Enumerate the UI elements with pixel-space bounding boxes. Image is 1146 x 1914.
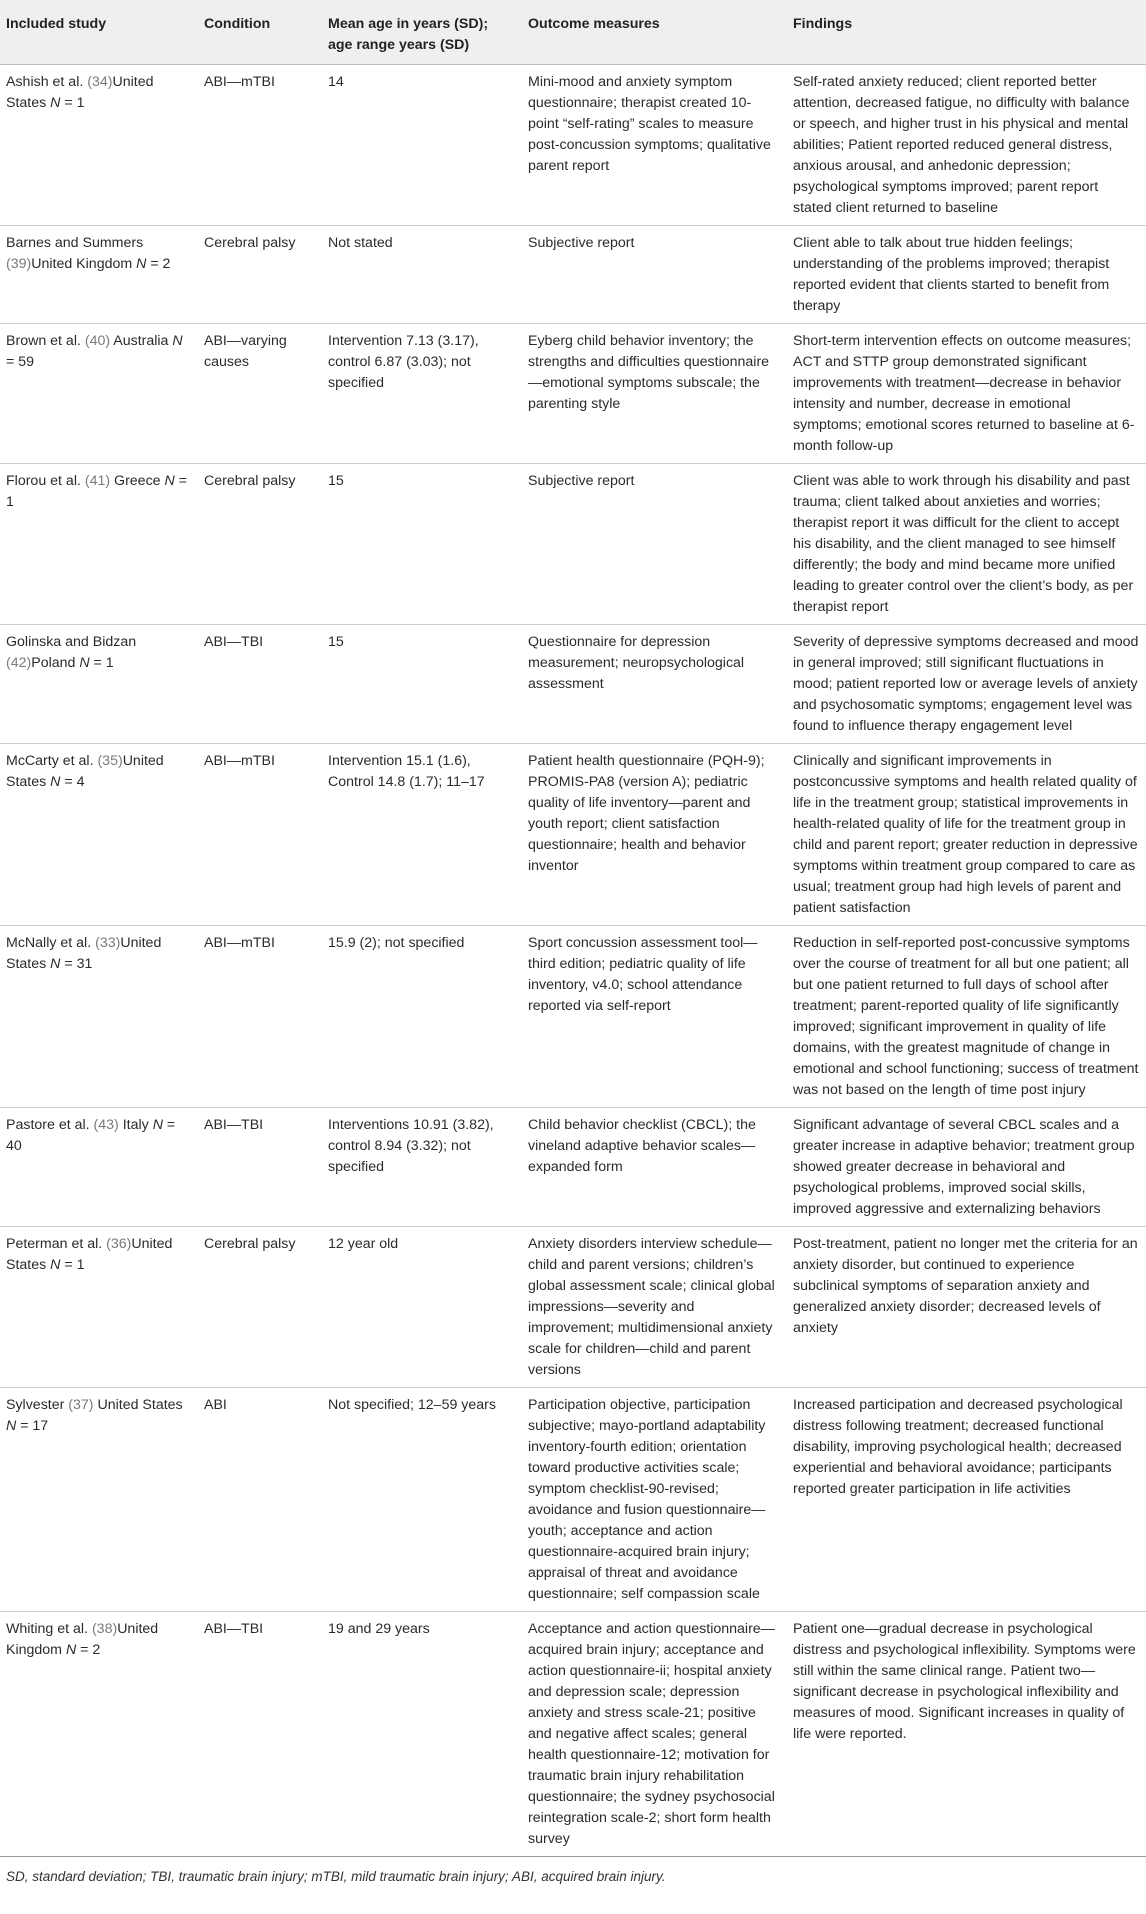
cell-findings: Self-rated anxiety reduced; client reported better attention, decreased fatigue, no difficulty with balance or speech, and higher trust in his physical and mental abilities; Patient reported reduced general distress, anxious arousal, and anhedonic depression; psychological symptoms improved; parent report stated client returned to baseline bbox=[787, 65, 1146, 226]
study-author: McNally et al. bbox=[6, 935, 96, 951]
cell-findings: Clinically and significant improvements in postconcussive symptoms and health related quality of life in the treatment group; statistical improvements in health-related quality of life for the treatment group in child and parent report; greater reduction in depressive symptoms within treatment group compared to care as usual; treatment group had high levels of parent and patient satisfaction bbox=[787, 744, 1146, 926]
n-symbol: N bbox=[6, 1418, 17, 1434]
study-sample-size: 1 bbox=[76, 1257, 85, 1273]
cell-included-study bbox=[0, 926, 198, 1108]
cell-outcome-measures: Subjective report bbox=[522, 226, 787, 324]
study-country: United States bbox=[93, 1397, 183, 1413]
header-row bbox=[0, 0, 1146, 65]
n-symbol: N bbox=[79, 655, 90, 671]
header-mean-age: Mean age in years (SD); age range years (SD) bbox=[328, 16, 489, 53]
cell-outcome-measures: Subjective report bbox=[522, 464, 787, 625]
study-reference: (37) bbox=[68, 1397, 94, 1413]
header-condition: Condition bbox=[204, 16, 271, 32]
cell-condition: ABI bbox=[198, 1388, 322, 1612]
study-sample-size: 17 bbox=[32, 1418, 49, 1434]
study-sample-size: 1 bbox=[76, 95, 85, 111]
table-row bbox=[0, 1108, 1146, 1227]
n-symbol: N bbox=[50, 956, 61, 972]
table-row bbox=[0, 226, 1146, 324]
cell-mean-age: 12 year old bbox=[322, 1227, 522, 1388]
table-row bbox=[0, 926, 1146, 1108]
n-equals: = bbox=[60, 1257, 77, 1273]
header-outcome-measures: Outcome measures bbox=[528, 16, 660, 32]
n-equals: = bbox=[174, 473, 187, 489]
cell-included-study bbox=[0, 1612, 198, 1857]
n-symbol: N bbox=[164, 473, 175, 489]
cell-mean-age: 15.9 (2); not specified bbox=[322, 926, 522, 1108]
cell-mean-age: Not stated bbox=[322, 226, 522, 324]
study-sample-size: 4 bbox=[76, 774, 85, 790]
n-symbol: N bbox=[152, 1117, 163, 1133]
cell-condition: ABI—mTBI bbox=[198, 744, 322, 926]
cell-outcome-measures: Sport concussion assessment tool—third edition; pediatric quality of life inventory, v4.0; school attendance reported via self-report bbox=[522, 926, 787, 1108]
study-sample-size: 40 bbox=[6, 1138, 22, 1154]
cell-included-study bbox=[0, 1108, 198, 1227]
cell-mean-age: Intervention 15.1 (1.6), Control 14.8 (1.7); 11–17 bbox=[322, 744, 522, 926]
study-reference: (39) bbox=[6, 256, 32, 272]
study-author: Brown et al. bbox=[6, 333, 85, 349]
study-sample-size: 1 bbox=[6, 494, 14, 510]
table-row bbox=[0, 464, 1146, 625]
study-reference: (43) bbox=[93, 1117, 119, 1133]
cell-mean-age: Interventions 10.91 (3.82), control 8.94 (3.32); not specified bbox=[322, 1108, 522, 1227]
study-country: United States bbox=[6, 74, 154, 111]
study-author: Ashish et al. bbox=[6, 74, 88, 90]
cell-condition: ABI—varying causes bbox=[198, 324, 322, 464]
cell-included-study bbox=[0, 625, 198, 744]
cell-included-study bbox=[0, 464, 198, 625]
study-country: Italy bbox=[118, 1117, 153, 1133]
study-reference: (34) bbox=[87, 74, 113, 90]
study-author: Sylvester bbox=[6, 1397, 69, 1413]
cell-findings: Significant advantage of several CBCL scales and a greater increase in adaptive behavior; treatment group showed greater decrease in behavioral and psychological problems, improved social skills, improved aggressive and externalizing behaviors bbox=[787, 1108, 1146, 1227]
table-row bbox=[0, 625, 1146, 744]
table-header bbox=[0, 0, 1146, 65]
cell-condition: ABI—TBI bbox=[198, 1612, 322, 1857]
table-row bbox=[0, 1388, 1146, 1612]
table-body bbox=[0, 65, 1146, 1857]
table-row bbox=[0, 1227, 1146, 1388]
cell-findings: Short-term intervention effects on outcome measures; ACT and STTP group demonstrated significant improvements with treatment—decrease in behavior intensity and number, decrease in emotional symptoms; emotional scores returned to baseline at 6-month follow-up bbox=[787, 324, 1146, 464]
cell-included-study bbox=[0, 226, 198, 324]
n-equals: = bbox=[60, 774, 77, 790]
n-symbol: N bbox=[50, 1257, 61, 1273]
cell-condition: ABI—TBI bbox=[198, 625, 322, 744]
n-symbol: N bbox=[50, 95, 61, 111]
study-country: United States bbox=[6, 935, 162, 972]
n-equals: = bbox=[60, 956, 77, 972]
study-country: United States bbox=[6, 1236, 173, 1273]
cell-findings: Client able to talk about true hidden feelings; understanding of the problems improved; therapist reported evident that clients started to benefit from therapy bbox=[787, 226, 1146, 324]
n-symbol: N bbox=[65, 1642, 77, 1658]
table-row bbox=[0, 1612, 1146, 1857]
cell-mean-age: Intervention 7.13 (3.17), control 6.87 (3.03); not specified bbox=[322, 324, 522, 464]
cell-mean-age: Not specified; 12–59 years bbox=[322, 1388, 522, 1612]
study-sample-size: 59 bbox=[18, 354, 35, 370]
cell-condition: Cerebral palsy bbox=[198, 1227, 322, 1388]
header-included-study: Included study bbox=[6, 16, 107, 32]
study-sample-size: 31 bbox=[76, 956, 93, 972]
n-equals: = bbox=[162, 1117, 176, 1133]
study-author: Barnes and Summers bbox=[6, 235, 144, 251]
cell-outcome-measures: Mini-mood and anxiety symptom questionnaire; therapist created 10-point “self-rating” scales to measure post-concussion symptoms; qualitative parent report bbox=[522, 65, 787, 226]
study-reference: (36) bbox=[106, 1236, 132, 1252]
study-reference: (35) bbox=[97, 753, 123, 769]
cell-included-study bbox=[0, 65, 198, 226]
study-country: United Kingdom bbox=[31, 256, 137, 272]
study-reference: (42) bbox=[6, 655, 32, 671]
cell-mean-age: 14 bbox=[322, 65, 522, 226]
study-country: United Kingdom bbox=[6, 1621, 159, 1658]
study-reference: (40) bbox=[84, 333, 111, 349]
cell-mean-age: 15 bbox=[322, 625, 522, 744]
study-sample-size: 1 bbox=[105, 655, 114, 671]
table-row bbox=[0, 65, 1146, 226]
study-reference: (38) bbox=[91, 1621, 118, 1637]
cell-mean-age: 19 and 29 years bbox=[322, 1612, 522, 1857]
n-equals: = bbox=[6, 354, 19, 370]
cell-outcome-measures: Participation objective, participation subjective; mayo-portland adaptability inventory-fourth edition; orientation toward productive activities scale; symptom checklist-90-revised; avoidance and fusion questionnaire—youth; acceptance and action questionnaire-acquired brain injury; appraisal of threat and avoidance questionnaire; self compassion scale bbox=[522, 1388, 787, 1612]
cell-condition: ABI—mTBI bbox=[198, 65, 322, 226]
header-findings: Findings bbox=[793, 16, 853, 32]
cell-condition: Cerebral palsy bbox=[198, 464, 322, 625]
study-author: Peterman et al. bbox=[6, 1236, 107, 1252]
cell-outcome-measures: Acceptance and action questionnaire—acquired brain injury; acceptance and action questionnaire-ii; hospital anxiety and depression scale; depression anxiety and stress scale-21; positive and negative affect scales; general health questionnaire-12; motivation for traumatic brain injury rehabilitation questionnaire; the sydney psychosocial reintegration scale-2; short form health survey bbox=[522, 1612, 787, 1857]
n-symbol: N bbox=[136, 256, 147, 272]
table-row bbox=[0, 744, 1146, 926]
cell-findings: Severity of depressive symptoms decreased and mood in general improved; still significant fluctuations in mood; patient reported low or average levels of anxiety and psychosomatic symptoms; engagement level was found to influence therapy engagement level bbox=[787, 625, 1146, 744]
cell-included-study bbox=[0, 1227, 198, 1388]
cell-outcome-measures: Eyberg child behavior inventory; the strengths and difficulties questionnaire—emotional symptoms subscale; the parenting style bbox=[522, 324, 787, 464]
n-equals: = bbox=[16, 1418, 33, 1434]
cell-findings: Patient one—gradual decrease in psychological distress and psychological inflexibility. Symptoms were still within the same clinical range. Patient two—significant decrease in psychological inflexibility and measures of mood. Significant increases in quality of life were reported. bbox=[787, 1612, 1146, 1857]
n-symbol: N bbox=[172, 333, 183, 349]
cell-findings: Client was able to work through his disability and past trauma; client talked about anxieties and worries; therapist report it was difficult for the client to accept his disability, and the client managed to see himself differently; the body and mind became more unified leading to greater control over the client’s body, as per therapist report bbox=[787, 464, 1146, 625]
cell-included-study bbox=[0, 324, 198, 464]
cell-condition: ABI—mTBI bbox=[198, 926, 322, 1108]
n-equals: = bbox=[76, 1642, 93, 1658]
cell-included-study bbox=[0, 1388, 198, 1612]
study-country: Australia bbox=[110, 333, 173, 349]
cell-outcome-measures: Child behavior checklist (CBCL); the vineland adaptive behavior scales—expanded form bbox=[522, 1108, 787, 1227]
study-country: United States bbox=[6, 753, 164, 790]
study-author: Florou et al. bbox=[6, 473, 85, 489]
n-equals: = bbox=[146, 256, 163, 272]
study-reference: (41) bbox=[84, 473, 111, 489]
study-author: Whiting et al. bbox=[6, 1621, 92, 1637]
study-author: McCarty et al. bbox=[6, 753, 98, 769]
study-author: Golinska and Bidzan bbox=[6, 634, 137, 650]
cell-findings: Increased participation and decreased psychological distress following treatment; decreased functional disability, improving psychological health; decreased experiential and behavioral avoidance; participants reported greater participation in life activities bbox=[787, 1388, 1146, 1612]
cell-outcome-measures: Patient health questionnaire (PQH-9); PROMIS-PA8 (version A); pediatric quality of life inventory—parent and youth report; client satisfaction questionnaire; health and behavior inventor bbox=[522, 744, 787, 926]
n-symbol: N bbox=[50, 774, 61, 790]
n-equals: = bbox=[89, 655, 106, 671]
cell-condition: ABI—TBI bbox=[198, 1108, 322, 1227]
study-sample-size: 2 bbox=[162, 256, 171, 272]
cell-outcome-measures: Questionnaire for depression measurement; neuropsychological assessment bbox=[522, 625, 787, 744]
study-country: Poland bbox=[31, 655, 80, 671]
cell-condition: Cerebral palsy bbox=[198, 226, 322, 324]
cell-mean-age: 15 bbox=[322, 464, 522, 625]
table-footnote: SD, standard deviation; TBI, traumatic brain injury; mTBI, mild traumatic brain injury; ABI, acquired brain injury. bbox=[0, 1856, 1146, 1884]
cell-findings: Reduction in self-reported post-concussive symptoms over the course of treatment for all but one patient; all but one patient returned to full days of school after treatment; parent-reported quality of life significantly improved; significant improvement in quality of life domains, with the greatest magnitude of change in emotional and school functioning; success of treatment was not based on the length of time post injury bbox=[787, 926, 1146, 1108]
study-country: Greece bbox=[110, 473, 165, 489]
study-sample-size: 2 bbox=[92, 1642, 101, 1658]
cell-included-study bbox=[0, 744, 198, 926]
cell-outcome-measures: Anxiety disorders interview schedule—child and parent versions; children’s global assessment scale; clinical global impressions—severity and improvement; multidimensional anxiety scale for children—child and parent versions bbox=[522, 1227, 787, 1388]
cell-findings: Post-treatment, patient no longer met the criteria for an anxiety disorder, but continued to experience subclinical symptoms of separation anxiety and generalized anxiety disorder; decreased levels of anxiety bbox=[787, 1227, 1146, 1388]
study-author: Pastore et al. bbox=[6, 1117, 94, 1133]
table-row bbox=[0, 324, 1146, 464]
n-equals: = bbox=[60, 95, 77, 111]
study-reference: (33) bbox=[95, 935, 121, 951]
